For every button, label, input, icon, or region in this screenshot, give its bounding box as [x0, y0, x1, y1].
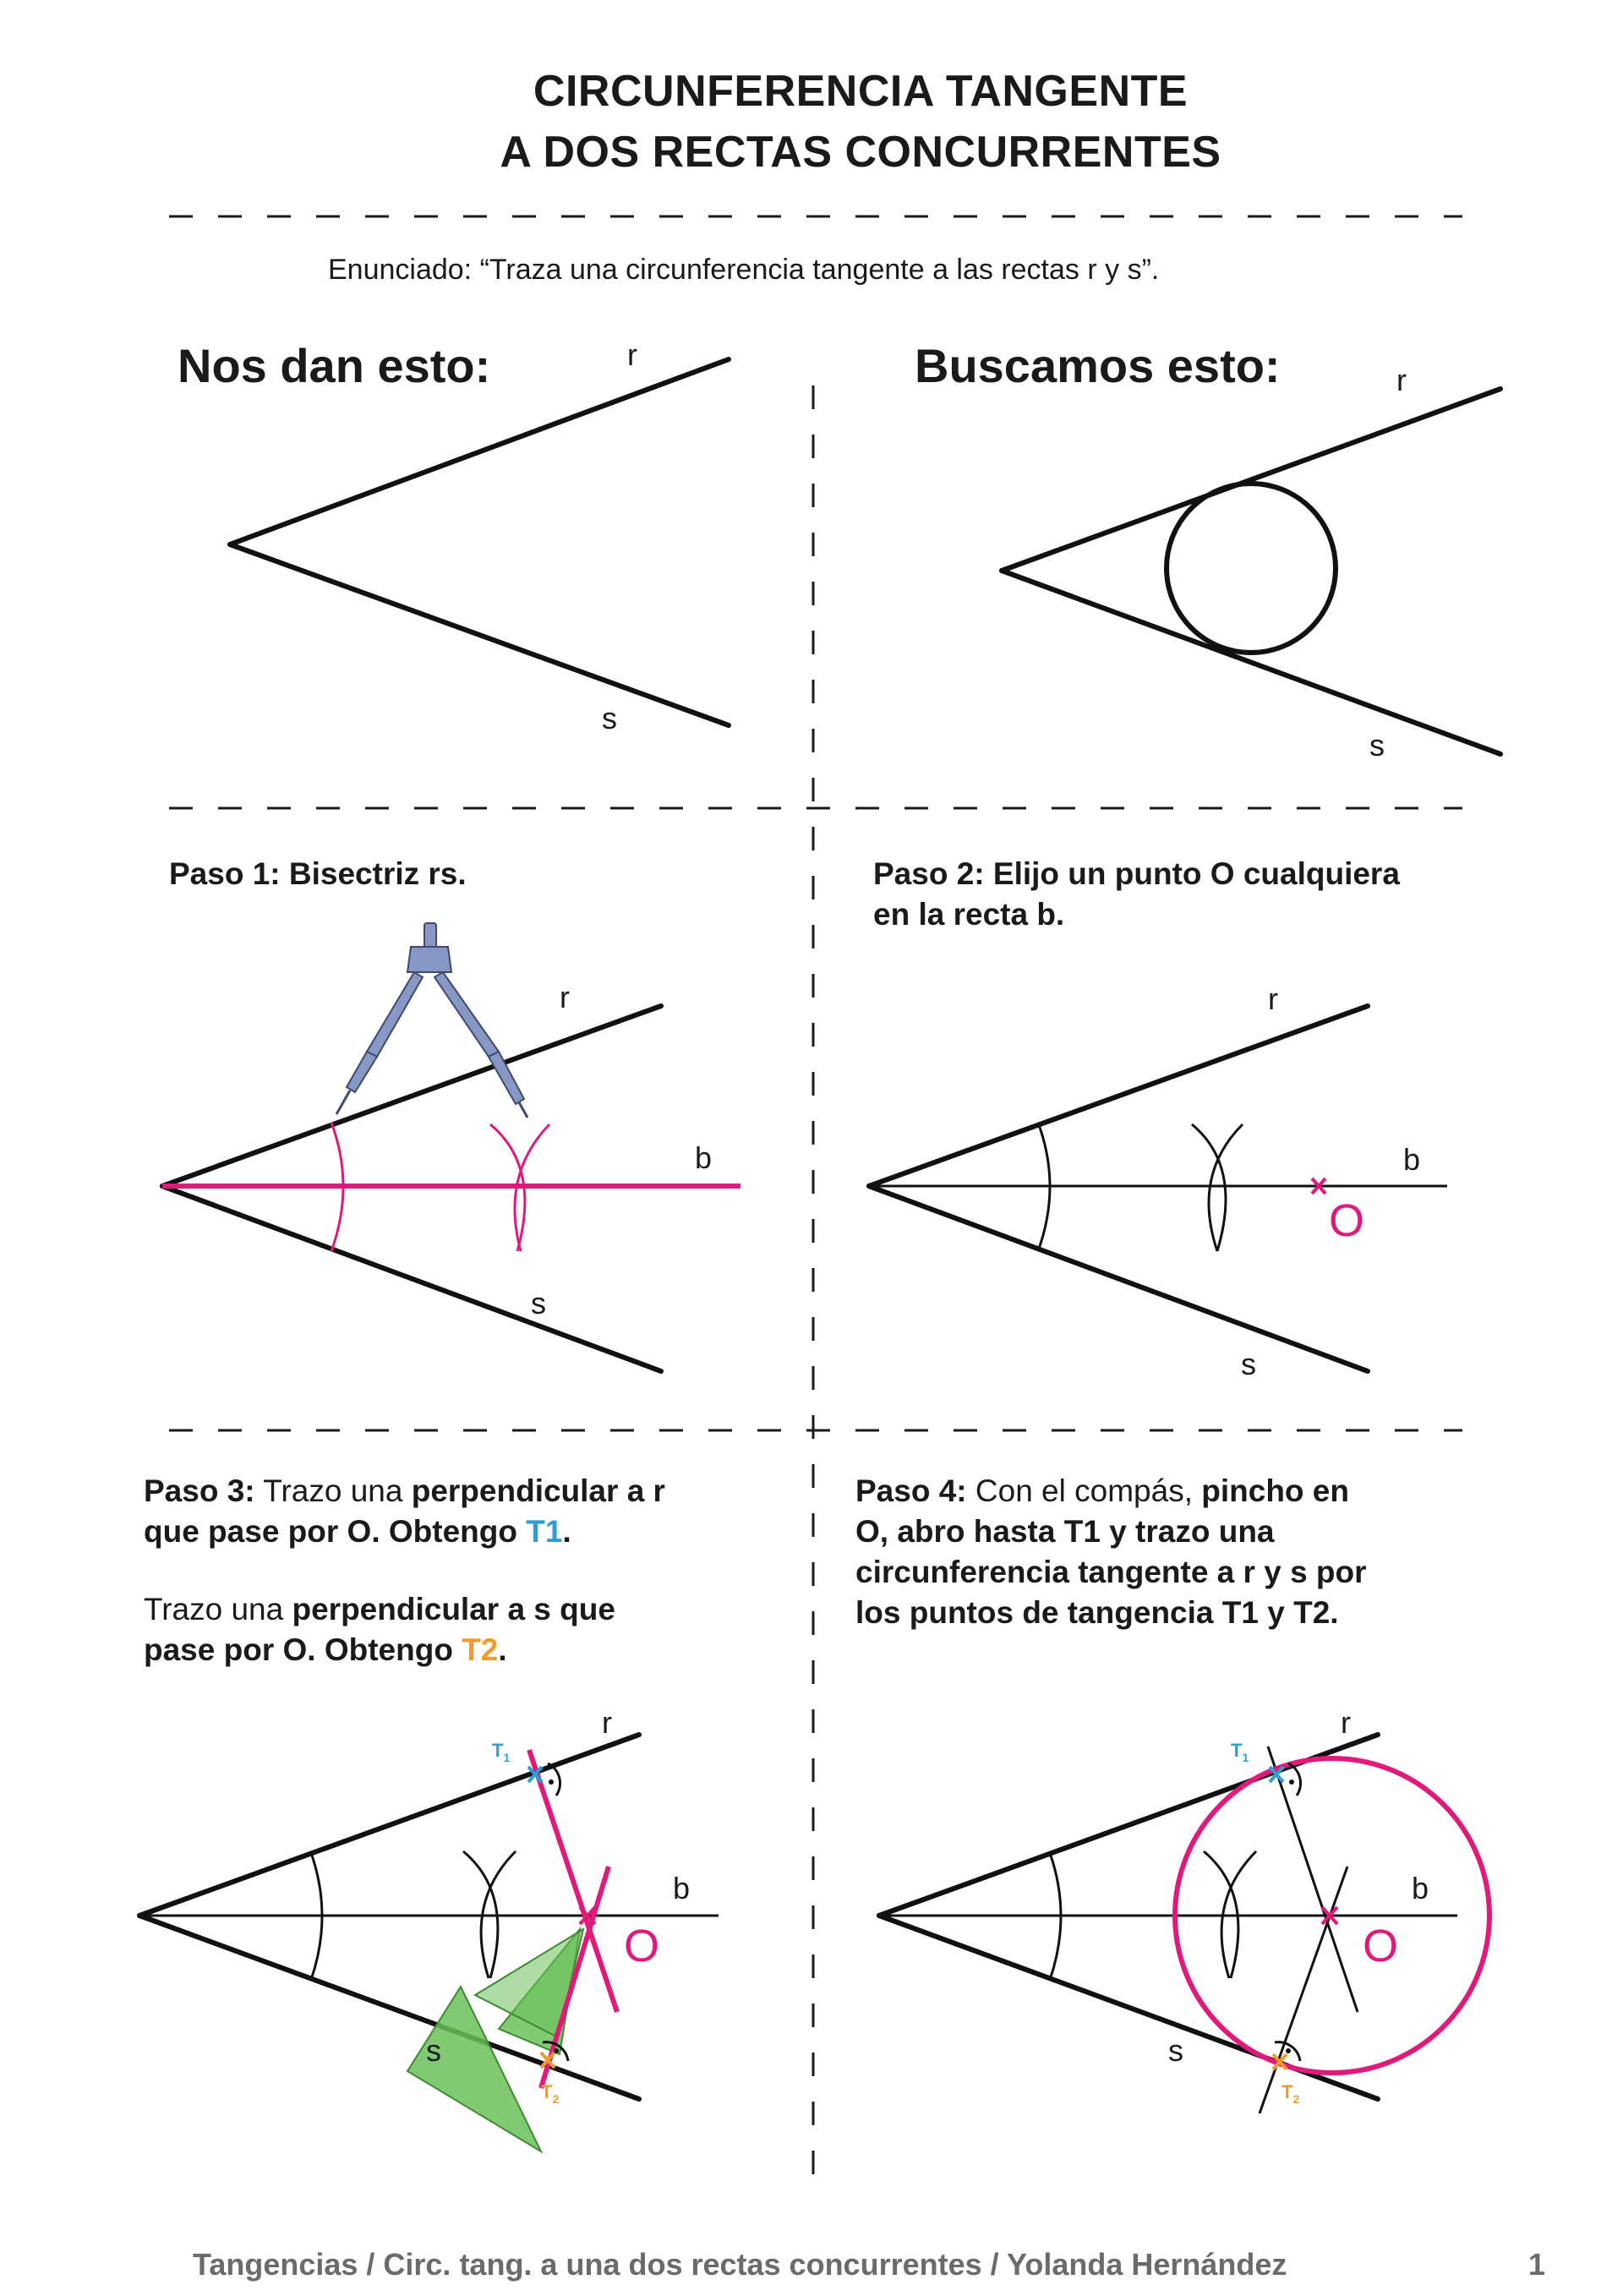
step2-line1: Paso 2: Elijo un punto O cualquiera [873, 856, 1400, 891]
t2-ref: T2 [462, 1632, 499, 1667]
sought-line-r [1002, 389, 1500, 571]
step1-label-s: s [531, 1286, 546, 1320]
step3-label-b: b [673, 1871, 691, 1905]
step3-right-angle-dot-t2 [554, 2048, 559, 2053]
given-figure [230, 337, 729, 735]
step3-para1-line2: que pase por O. Obtengo T1. [144, 1514, 571, 1549]
step3-label-o: O [624, 1921, 660, 1971]
step3-para1-line1: Paso 3: Trazo una perpendicular a r [144, 1473, 665, 1508]
t1-ref: T1 [526, 1514, 563, 1549]
step4-line3: circunferencia tangente a r y s por [855, 1555, 1367, 1589]
step2-line-s [869, 1186, 1368, 1371]
step4-label-s: s [1168, 2033, 1183, 2068]
sought-circle [1167, 484, 1336, 653]
step3-label-t2: $T_2$ [541, 2081, 560, 2106]
step3-label-r: r [602, 1705, 612, 1740]
step3-label-s: s [426, 2033, 441, 2068]
step4-right-angle-dot-t2 [1286, 2048, 1291, 2053]
step3-label-t1: $T_1$ [492, 1740, 511, 1764]
sought-label-s: s [1369, 728, 1385, 763]
step4-right-angle-dot-t1 [1289, 1779, 1294, 1785]
step1-line-r [162, 1006, 661, 1186]
step1-label-r: r [560, 980, 570, 1014]
step3-line-r [139, 1735, 639, 1916]
step2-label-o: O [1329, 1195, 1365, 1246]
sought-label-r: r [1396, 363, 1407, 397]
statement: Enunciado: “Traza una circunferencia tangente a las rectas r y s”. [328, 254, 1160, 286]
step3-right-angle-dot-t1 [549, 1779, 554, 1785]
given-line-s [230, 544, 729, 725]
step2-label-b: b [1403, 1142, 1421, 1177]
step4-line4: los puntos de tangencia T1 y T2. [855, 1595, 1339, 1630]
given-label-s: s [602, 701, 617, 735]
given-heading: Nos dan esto: [178, 339, 491, 392]
step4-label-t1: $T_1$ [1231, 1740, 1249, 1764]
footer-text: Tangencias / Circ. tang. a una dos rectas concurrentes / Yolanda Hernández [193, 2247, 1287, 2282]
step1-line-s [162, 1186, 661, 1371]
step2-label-r: r [1268, 981, 1278, 1016]
step2-figure [869, 981, 1447, 1381]
step3-para2-line2: pase por O. Obtengo T2. [144, 1632, 507, 1667]
step4-label-b: b [1412, 1871, 1429, 1905]
given-label-r: r [627, 337, 637, 372]
page-number: 1 [1528, 2247, 1546, 2282]
given-line-r [230, 359, 729, 544]
sought-line-s [1002, 571, 1500, 754]
step4-label-t2: $T_2$ [1281, 2081, 1300, 2106]
step4-perpendicular-s [1260, 1867, 1347, 2113]
step4-figure [879, 1705, 1489, 2113]
step2-line2: en la recta b. [873, 897, 1065, 932]
step1-figure [162, 923, 740, 1371]
sought-figure [1002, 363, 1500, 763]
title-line-2: A DOS RECTAS CONCURRENTES [500, 128, 1221, 177]
step4-label-r: r [1341, 1705, 1351, 1740]
sought-heading: Buscamos esto: [915, 339, 1281, 392]
step3-para2-line1: Trazo una perpendicular a s que [144, 1592, 615, 1626]
step2-label-s: s [1241, 1347, 1256, 1381]
step2-line-r [869, 1006, 1368, 1186]
step3-figure [139, 1705, 719, 2151]
title-line-1: CIRCUNFERENCIA TANGENTE [533, 67, 1189, 116]
step1-label-b: b [695, 1140, 713, 1175]
step4-label-o: O [1363, 1921, 1399, 1971]
step4-line1: Paso 4: Con el compás, pincho en [855, 1473, 1349, 1508]
step1-text: Paso 1: Bisectriz rs. [169, 856, 467, 891]
step4-line2: O, abro hasta T1 y trazo una [855, 1514, 1275, 1549]
